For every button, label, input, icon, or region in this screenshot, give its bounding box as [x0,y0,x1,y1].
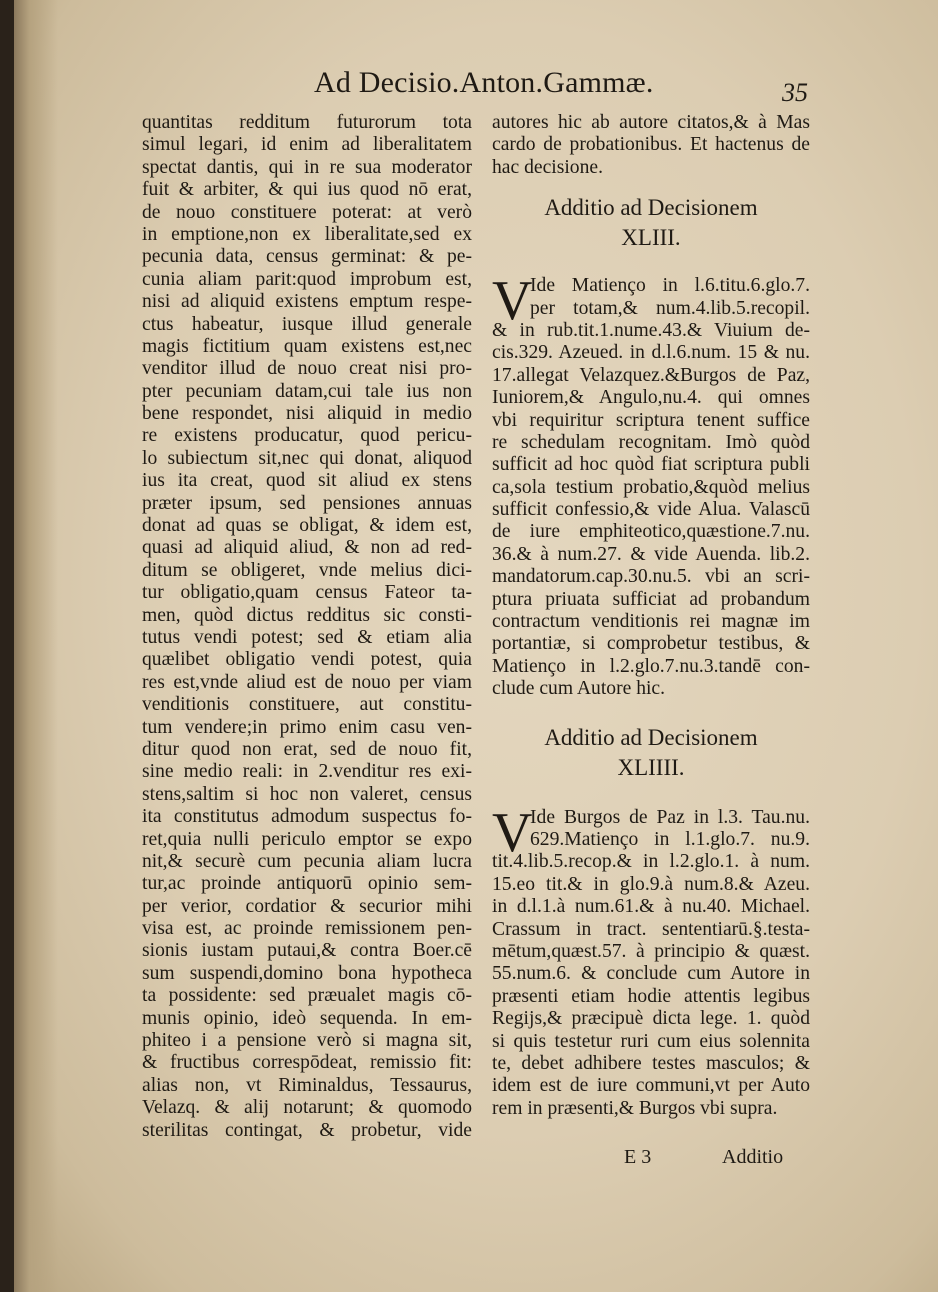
text-line: sufficit confessio,& vide Alua. Valascū [492,499,810,521]
text-line: nit,& securè cum pecunia aliam lucra [142,850,472,872]
text-line: ptura priuata sufficiat ad probandum [492,588,810,610]
text-line: ca,sola testium probatio,&quòd melius [492,476,810,498]
text-line: per verior, cordatior & securior mihi [142,895,472,917]
text-line: donat ad quas se obligat, & idem est, [142,515,472,537]
text-line: cis.329. Azeued. in d.l.6.num. 15 & nu. [492,342,810,364]
text-line: simul legari, id enim ad liberalitatem [142,134,472,156]
text-line: tur,ac proinde antiquorū opinio sem- [142,873,472,895]
text-line: ta possidente: sed præualet magis cō- [142,985,472,1007]
text-line: pecunia data, census germinat: & pe- [142,246,472,268]
text-line: ita constitutus admodum suspectus fo- [142,806,472,828]
text-line: in d.l.1.à num.61.& à nu.40. Michael. [492,896,810,918]
left-column [142,112,472,1142]
text-line: sterilitas contingat, & probetur, vide [142,1119,472,1141]
text-line: contractum venditionis rei magnæ im [492,611,810,633]
text-line: ctus habeatur, iusque illud generale [142,313,472,335]
text-line: tit.4.lib.5.recop.& in l.2.glo.1. à num. [492,851,810,873]
text-line: re existens producatur, quod pericu- [142,425,472,447]
text-line: ret,quia nulli periculo emptor se expo [142,828,472,850]
text-line: lo subiectum sit,nec qui donat, aliquod [142,447,472,469]
text-line: in emptione,non ex liberalitate,sed ex [142,223,472,245]
text-line: per totam,& num.4.lib.5.recopil. [530,297,810,319]
text-line: visa est, ac proinde remissionem pen- [142,918,472,940]
text-line: Iuniorem,& Angulo,nu.4. qui omnes [492,387,810,409]
text-line: Matienço in l.2.glo.7.nu.3.tandē con- [492,655,810,677]
text-line: Regijs,& præcipuè dicta lege. 1. quòd [492,1008,810,1030]
text-line: men, quòd dictus redditus sic consti- [142,604,472,626]
addition-heading-1 [492,193,810,253]
text-line: 55.num.6. & conclude cum Autore in [492,963,810,985]
text-line: Crassum in tract. sententiarū.§.testa- [492,918,810,940]
page-footer [614,1146,814,1172]
text-line: hac decisione. [492,156,603,178]
text-line: Velazq. & alij notarunt; & quomodo [142,1097,472,1119]
drop-cap: V [492,801,533,864]
text-line: nisi ad aliquid existens emptum respe- [142,291,472,313]
text-line: sine medio reali: in 2.venditur res exi- [142,761,472,783]
catchword: Additio [722,1146,784,1168]
text-line: Ide Matienço in l.6.titu.6.glo.7. [530,275,810,297]
text-line: phiteo i a pensione verò si magna sit, [142,1030,472,1052]
text-line: tutus vendi potest; sed & etiam alia [142,626,472,648]
text-line: ius ita creat, quod sit aliud ex stens [142,470,472,492]
addition-heading-1-title: Additio ad Decisionem [544,195,758,221]
addition-heading-2-title: Additio ad Decisionem [544,724,758,750]
text-line: & in rub.tit.1.nume.43.& Viuium de- [492,319,810,341]
text-line: tum vendere;in primo enim casu ven- [142,716,472,738]
text-line: vbi requiritur scriptura tenent suffice [492,409,810,431]
text-line: pter pecuniam datam,cui tale ius non [142,380,472,402]
addition-heading-2-number: XLIIII. [617,754,685,780]
signature-mark: E 3 [624,1146,652,1168]
text-line: re schedulam recognitam. Imò quòd [492,431,810,453]
gutter-shadow [14,0,58,1292]
text-line: rem in præsenti,& Burgos vbi supra. [492,1097,778,1119]
addition-heading-1-number: XLIII. [621,225,681,251]
text-line: quælibet obligatio vendi potest, quia [142,649,472,671]
text-line: quantitas redditum futurorum tota [142,112,472,133]
text-line: portantiæ, si comprobetur testibus, & [492,633,810,655]
page-header [314,66,914,112]
text-line: bene respondet, nisi aliquid in medio [142,403,472,425]
text-line: cunia aliam parit:quod improbum est, [142,268,472,290]
text-line: spectat dantis, qui in re sua moderator [142,156,472,178]
text-line: res est,vnde aliud est de nouo per viam [142,671,472,693]
book-page [14,0,938,1292]
text-line: venditionis constituere, aut constitu- [142,694,472,716]
page-number: 35 [782,78,808,107]
intro-lines [492,112,810,179]
text-line: venditor illud de nouo creat nisi pro- [142,358,472,380]
right-column [492,112,810,1120]
text-line: 17.allegat Velazquez.&Burgos de Paz, [492,364,810,386]
text-line: 36.& à num.27. & vide Auenda. lib.2. [492,543,810,565]
text-line: cardo de probationibus. Et hactenus de [492,134,810,156]
text-line: te, debet adhibere testes masculos; & [492,1052,810,1074]
text-line: magis fictitium quam existens est,nec [142,335,472,357]
addition-entry-1 [492,270,810,700]
text-line: alias non, vt Riminaldus, Tessaurus, [142,1074,472,1096]
text-line: ditum se obligeret, vnde melius dici- [142,559,472,581]
drop-cap: V [492,270,533,333]
text-line: 629.Matienço in l.1.glo.7. nu.9. [530,828,810,850]
text-line: fuit & arbiter, & qui ius quod nō erat, [142,179,472,201]
text-line: mētum,quæst.57. à principio & quæst. [492,940,810,962]
text-line: stens,saltim si hoc non valeret, census [142,783,472,805]
text-line: sufficit ad hoc quòd fiat scriptura publi [492,454,810,476]
addition-heading-2 [492,723,810,783]
text-line: mandatorum.cap.30.nu.5. vbi an scri- [492,566,810,588]
text-line: præter ipsum, sed pensiones annuas [142,492,472,514]
text-line: clude cum Autore hic. [492,678,666,700]
text-line: præsenti etiam hodie attentis legibus [492,985,810,1007]
text-line: 15.eo tit.& in glo.9.à num.8.& Azeu. [492,873,810,895]
text-line: idem est de iure communi,vt per Auto [492,1075,810,1097]
text-line: tur obligatio,quam census Fateor ta- [142,582,472,604]
text-line: quasi ad aliquid aliud, & non ad red- [142,537,472,559]
text-line: si quis testetur ruri cum eius solennita [492,1030,810,1052]
text-line: munis opinio, ideò sequenda. In em- [142,1007,472,1029]
text-line: & fructibus correspōdeat, remissio fit: [142,1052,472,1074]
text-line: de iure emphiteotico,quæstione.7.nu. [492,521,810,543]
text-line: autores hic ab autore citatos,& à Mas [492,112,810,133]
text-line: sum suspendi,domino bona hypotheca [142,962,472,984]
text-line: sionis iustam putaui,& contra Boer.cē [142,940,472,962]
running-head: Ad Decisio.Anton.Gammæ. [314,66,654,99]
addition-entry-2 [492,801,810,1120]
text-line: ditur quod non erat, sed de nouo fit, [142,738,472,760]
text-line: Ide Burgos de Paz in l.3. Tau.nu. [530,806,810,828]
text-line: de nouo constituere poterat: at verò [142,201,472,223]
